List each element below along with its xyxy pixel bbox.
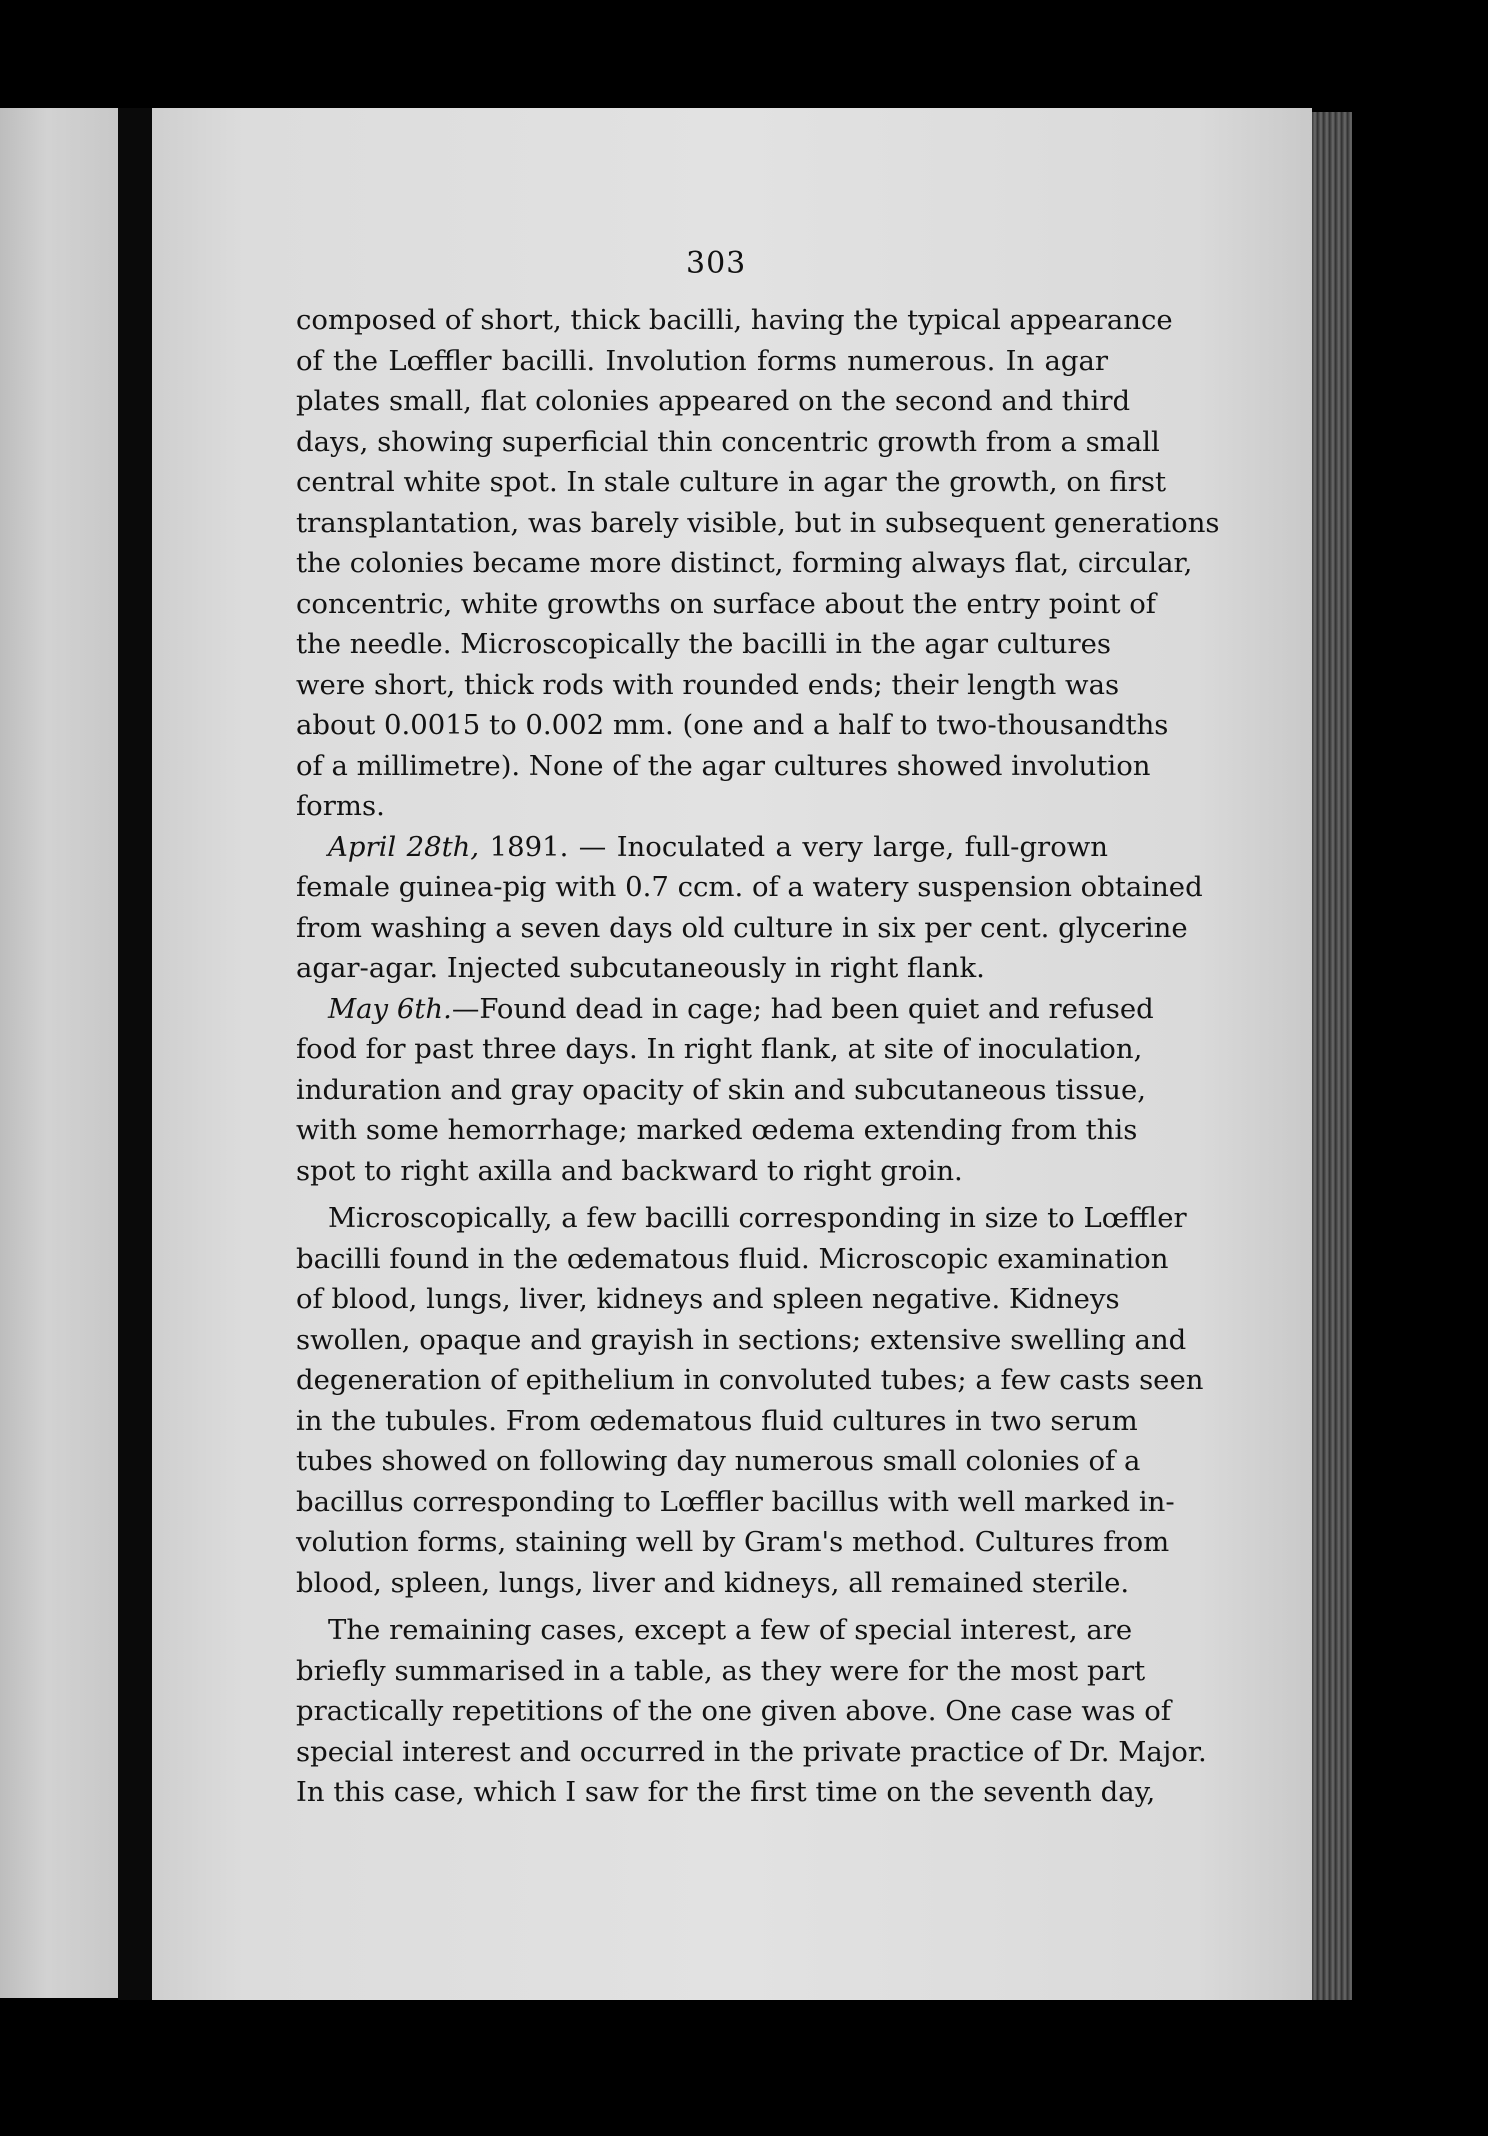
- line-text: of a millimetre). None of the agar cultures showed involution: [296, 749, 1151, 782]
- page-stack-edge: [1312, 112, 1352, 2000]
- text-line: [296, 462, 1167, 503]
- text-line: [296, 1651, 1146, 1692]
- line-text: swollen, opaque and grayish in sections; extensive swelling and: [296, 1323, 1187, 1356]
- line-text: female guinea-pig with 0.7 ccm. of a watery suspension obtained: [296, 871, 1203, 903]
- line-text: bacilli found in the œdematous fluid. Microscopic examination: [296, 1242, 1169, 1275]
- text-line: [296, 1732, 1207, 1773]
- line-text: Microscopically, a few bacilli corresponding in size to Lœffler: [328, 1202, 1187, 1234]
- line-text: composed of short, thick bacilli, having the typical appearance: [296, 304, 1173, 336]
- text-line: [296, 1360, 1204, 1401]
- text-line: [296, 705, 1169, 746]
- line-text: the needle. Microscopically the bacilli in the agar cultures: [296, 628, 1111, 660]
- line-text: special interest and occurred in the private practice of Dr. Major.: [296, 1735, 1207, 1768]
- line-text: The remaining cases, except a few of special interest, are: [328, 1614, 1133, 1646]
- text-line: [296, 1522, 1170, 1563]
- text-line: [296, 867, 1203, 908]
- line-text: spot to right axilla and backward to right groin.: [296, 1154, 963, 1187]
- text-line: [296, 584, 1156, 625]
- line-text: plates small, flat colonies appeared on the second and third: [296, 385, 1131, 417]
- line-text: —Found dead in cage; had been quiet and refused: [451, 992, 1154, 1025]
- text-line: [296, 341, 1108, 382]
- line-text: practically repetitions of the one given above. One case was of: [296, 1695, 1171, 1727]
- paragraph-gap: [296, 1603, 1108, 1610]
- line-text: In this case, which I saw for the first time on the seventh day,: [296, 1776, 1156, 1808]
- line-text: of the Lœffler bacilli. Involution forms numerous. In agar: [296, 344, 1108, 377]
- text-line: [296, 746, 1151, 787]
- text-line: [296, 300, 1173, 341]
- text-line: [296, 1563, 1130, 1604]
- text-line: [296, 827, 1108, 868]
- text-line: [296, 1279, 1120, 1320]
- italic-date: May 6th.: [328, 992, 452, 1025]
- text-line: [296, 624, 1111, 665]
- page-number: 303: [686, 246, 747, 281]
- text-line: [296, 422, 1160, 463]
- line-text: degeneration of epithelium in convoluted tubes; a few casts seen: [296, 1364, 1204, 1396]
- text-line: [296, 1610, 1133, 1651]
- text-line: [296, 1772, 1156, 1813]
- line-text: of blood, lungs, liver, kidneys and spleen negative. Kidneys: [296, 1283, 1120, 1315]
- line-text: forms.: [296, 790, 385, 822]
- line-text: 1891. — Inoculated a very large, full-grown: [479, 830, 1108, 863]
- book-gutter: [118, 108, 152, 2000]
- line-text: days, showing superficial thin concentric growth from a small: [296, 425, 1160, 458]
- line-text: concentric, white growths on surface about the entry point of: [296, 587, 1156, 620]
- line-text: in the tubules. From œdematous fluid cultures in two serum: [296, 1404, 1138, 1437]
- line-text: about 0.0015 to 0.002 mm. (one and a half to two-thousandths: [296, 709, 1169, 741]
- text-line: [296, 1110, 1138, 1151]
- text-line: [296, 908, 1188, 949]
- line-text: food for past three days. In right flank, at site of inoculation,: [296, 1033, 1143, 1065]
- text-line: [296, 1151, 1108, 1192]
- text-line: [296, 503, 1220, 544]
- text-line: [296, 1070, 1147, 1111]
- text-line: [296, 1401, 1138, 1442]
- text-line: [296, 1482, 1175, 1523]
- text-line: [296, 1029, 1143, 1070]
- body-text: [296, 300, 1220, 1813]
- text-line: [296, 543, 1193, 584]
- line-text: with some hemorrhage; marked œdema extending from this: [296, 1114, 1138, 1146]
- line-text: the colonies became more distinct, forming always flat, circular,: [296, 547, 1193, 579]
- line-text: were short, thick rods with rounded ends; their length was: [296, 668, 1120, 701]
- text-line: [296, 1691, 1171, 1732]
- text-line: [296, 381, 1131, 422]
- line-text: tubes showed on following day numerous small colonies of a: [296, 1445, 1141, 1477]
- text-line: [296, 786, 1108, 827]
- italic-date: April 28th,: [328, 830, 480, 863]
- paragraph-gap: [296, 1191, 1108, 1198]
- text-line: [296, 1320, 1187, 1361]
- line-text: bacillus corresponding to Lœffler bacillus with well marked in-: [296, 1485, 1175, 1518]
- text-line: [296, 665, 1120, 706]
- text-line: [296, 948, 1108, 989]
- line-text: transplantation, was barely visible, but in subsequent generations: [296, 506, 1220, 539]
- text-line: [296, 1198, 1187, 1239]
- text-line: [296, 1441, 1141, 1482]
- line-text: blood, spleen, lungs, liver and kidneys, all remained sterile.: [296, 1566, 1130, 1599]
- line-text: from washing a seven days old culture in six per cent. glycerine: [296, 911, 1188, 944]
- line-text: volution forms, staining well by Gram's method. Cultures from: [296, 1526, 1170, 1558]
- line-text: central white spot. In stale culture in agar the growth, on first: [296, 466, 1167, 498]
- line-text: agar-agar. Injected subcutaneously in right flank.: [296, 952, 985, 984]
- facing-page-edge: [0, 108, 118, 1998]
- line-text: induration and gray opacity of skin and subcutaneous tissue,: [296, 1073, 1147, 1106]
- line-text: briefly summarised in a table, as they were for the most part: [296, 1654, 1146, 1687]
- text-line: [296, 1239, 1169, 1280]
- text-line: [296, 989, 1154, 1030]
